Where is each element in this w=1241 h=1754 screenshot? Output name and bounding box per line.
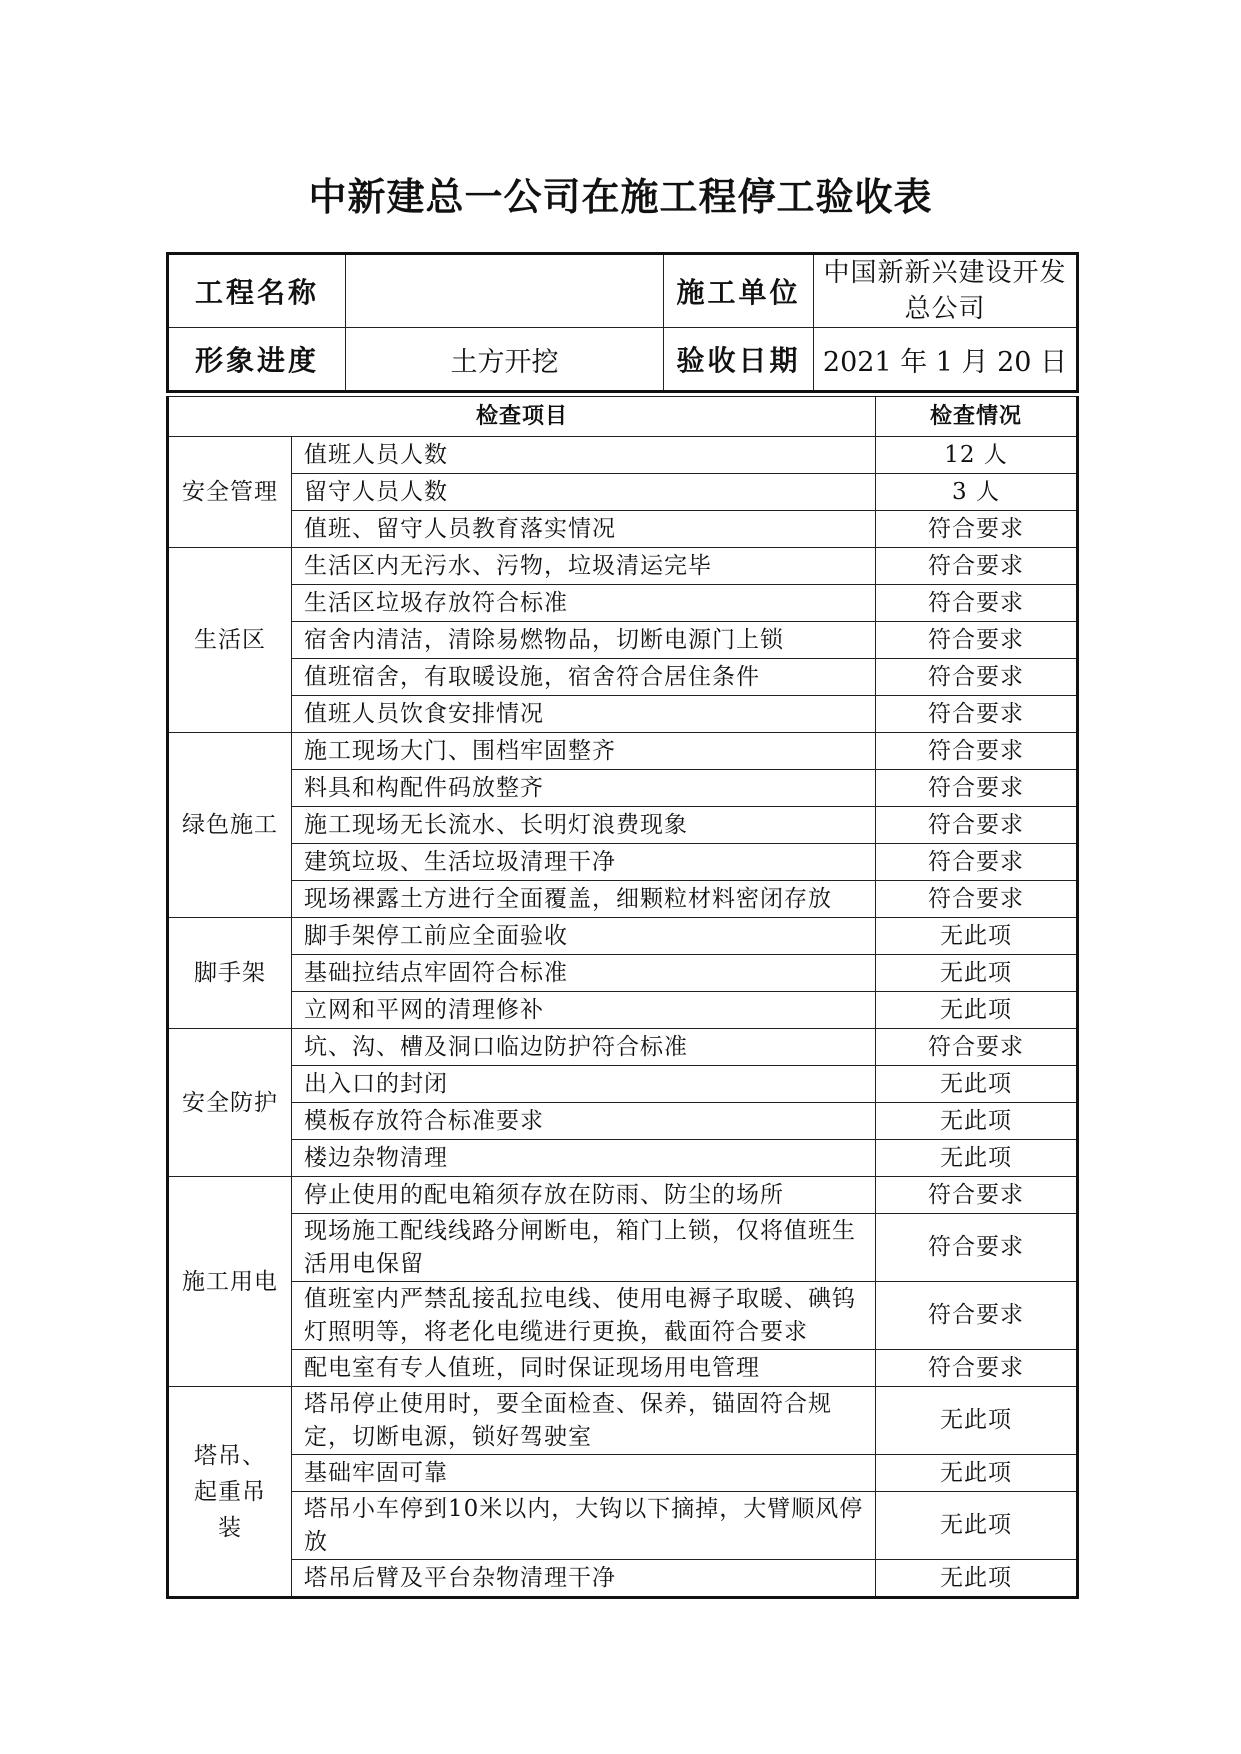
- check-status: 符合要求: [876, 733, 1078, 770]
- table-row: [168, 548, 1078, 585]
- check-status: 无此项: [876, 918, 1078, 955]
- column-header-row: [168, 397, 1078, 437]
- check-item: 值班宿舍，有取暖设施，宿舍符合居住条件: [292, 659, 876, 696]
- table-row: [168, 1214, 1078, 1282]
- check-item: 塔吊后臂及平台杂物清理干净: [292, 1560, 876, 1598]
- table-row: [168, 1387, 1078, 1455]
- table-row: [168, 1177, 1078, 1214]
- table-row: [168, 844, 1078, 881]
- check-status: 符合要求: [876, 1282, 1078, 1350]
- project-name-value[interactable]: [346, 254, 664, 328]
- column-header-items: 检查项目: [168, 397, 876, 437]
- check-status: 符合要求: [876, 511, 1078, 548]
- table-row: [168, 1029, 1078, 1066]
- table-row: [168, 1560, 1078, 1598]
- check-item: 现场施工配线线路分闸断电，箱门上锁，仅将值班生活用电保留: [292, 1214, 876, 1282]
- table-row: [168, 1140, 1078, 1177]
- check-status: 无此项: [876, 1140, 1078, 1177]
- check-status: 无此项: [876, 1387, 1078, 1455]
- progress-value: 土方开挖: [346, 328, 664, 392]
- category-cell: 塔吊、起重吊装: [168, 1387, 292, 1598]
- table-row: [168, 733, 1078, 770]
- category-cell: 生活区: [168, 548, 292, 733]
- table-row: [168, 659, 1078, 696]
- check-item: 建筑垃圾、生活垃圾清理干净: [292, 844, 876, 881]
- table-row: [168, 511, 1078, 548]
- check-item: 施工现场大门、围档牢固整齐: [292, 733, 876, 770]
- check-item: 坑、沟、槽及洞口临边防护符合标准: [292, 1029, 876, 1066]
- table-row: [168, 1103, 1078, 1140]
- check-item: 基础拉结点牢固符合标准: [292, 955, 876, 992]
- check-status: 无此项: [876, 1455, 1078, 1492]
- table-row: [168, 437, 1078, 474]
- table-row: [168, 1282, 1078, 1350]
- table-row: [168, 1066, 1078, 1103]
- check-status: 符合要求: [876, 770, 1078, 807]
- category-cell: 脚手架: [168, 918, 292, 1029]
- table-row: [168, 1492, 1078, 1560]
- check-status: 无此项: [876, 1066, 1078, 1103]
- check-status: 符合要求: [876, 622, 1078, 659]
- check-item: 基础牢固可靠: [292, 1455, 876, 1492]
- table-row: [168, 1350, 1078, 1387]
- check-status: 符合要求: [876, 844, 1078, 881]
- table-row: [168, 955, 1078, 992]
- table-row: [168, 622, 1078, 659]
- check-item: 留守人员人数: [292, 474, 876, 511]
- inspection-table: [166, 396, 1079, 1599]
- check-status: 符合要求: [876, 1029, 1078, 1066]
- check-status: 符合要求: [876, 1350, 1078, 1387]
- check-status: 符合要求: [876, 659, 1078, 696]
- check-status: 符合要求: [876, 696, 1078, 733]
- check-status: 无此项: [876, 955, 1078, 992]
- check-status: 符合要求: [876, 1214, 1078, 1282]
- check-item: 塔吊小车停到10米以内，大钩以下摘掉，大臂顺风停放: [292, 1492, 876, 1560]
- header-table: [166, 252, 1079, 393]
- form-title: 中新建总一公司在施工程停工验收表: [308, 175, 933, 219]
- table-row: [168, 585, 1078, 622]
- check-status: 无此项: [876, 1560, 1078, 1598]
- date-value: 2021 年 1 月 20 日: [814, 328, 1078, 392]
- header-row-1: [168, 254, 1078, 328]
- check-status: 3 人: [876, 474, 1078, 511]
- check-item: 出入口的封闭: [292, 1066, 876, 1103]
- contractor-value: 中国新新兴建设开发总公司: [814, 254, 1078, 328]
- check-item: 宿舍内清洁，清除易燃物品，切断电源门上锁: [292, 622, 876, 659]
- check-item: 停止使用的配电箱须存放在防雨、防尘的场所: [292, 1177, 876, 1214]
- check-item: 配电室有专人值班，同时保证现场用电管理: [292, 1350, 876, 1387]
- table-row: [168, 807, 1078, 844]
- category-cell: 安全管理: [168, 437, 292, 548]
- check-status: 符合要求: [876, 881, 1078, 918]
- column-header-status: 检查情况: [876, 397, 1078, 437]
- check-item: 生活区内无污水、污物，垃圾清运完毕: [292, 548, 876, 585]
- check-item: 楼边杂物清理: [292, 1140, 876, 1177]
- header-row-2: [168, 328, 1078, 392]
- check-status: 无此项: [876, 1492, 1078, 1560]
- table-row: [168, 696, 1078, 733]
- check-item: 值班人员饮食安排情况: [292, 696, 876, 733]
- table-row: [168, 474, 1078, 511]
- table-row: [168, 1455, 1078, 1492]
- check-item: 模板存放符合标准要求: [292, 1103, 876, 1140]
- table-row: [168, 918, 1078, 955]
- check-item: 值班人员人数: [292, 437, 876, 474]
- date-label: 验收日期: [664, 328, 814, 392]
- contractor-label: 施工单位: [664, 254, 814, 328]
- check-status: 无此项: [876, 992, 1078, 1029]
- progress-label: 形象进度: [168, 328, 346, 392]
- check-item: 施工现场无长流水、长明灯浪费现象: [292, 807, 876, 844]
- category-cell: 施工用电: [168, 1177, 292, 1387]
- check-item: 塔吊停止使用时，要全面检查、保养，锚固符合规定，切断电源，锁好驾驶室: [292, 1387, 876, 1455]
- table-row: [168, 881, 1078, 918]
- check-item: 生活区垃圾存放符合标准: [292, 585, 876, 622]
- check-item: 现场裸露土方进行全面覆盖，细颗粒材料密闭存放: [292, 881, 876, 918]
- check-item: 立网和平网的清理修补: [292, 992, 876, 1029]
- category-cell: 安全防护: [168, 1029, 292, 1177]
- check-status: 符合要求: [876, 585, 1078, 622]
- project-name-label: 工程名称: [168, 254, 346, 328]
- check-status: 符合要求: [876, 807, 1078, 844]
- check-item: 值班、留守人员教育落实情况: [292, 511, 876, 548]
- check-status: 12 人: [876, 437, 1078, 474]
- table-row: [168, 992, 1078, 1029]
- category-cell: 绿色施工: [168, 733, 292, 918]
- check-item: 值班室内严禁乱接乱拉电线、使用电褥子取暖、碘钨灯照明等，将老化电缆进行更换，截面符合要求: [292, 1282, 876, 1350]
- check-status: 无此项: [876, 1103, 1078, 1140]
- check-item: 料具和构配件码放整齐: [292, 770, 876, 807]
- check-status: 符合要求: [876, 1177, 1078, 1214]
- check-status: 符合要求: [876, 548, 1078, 585]
- check-item: 脚手架停工前应全面验收: [292, 918, 876, 955]
- table-row: [168, 770, 1078, 807]
